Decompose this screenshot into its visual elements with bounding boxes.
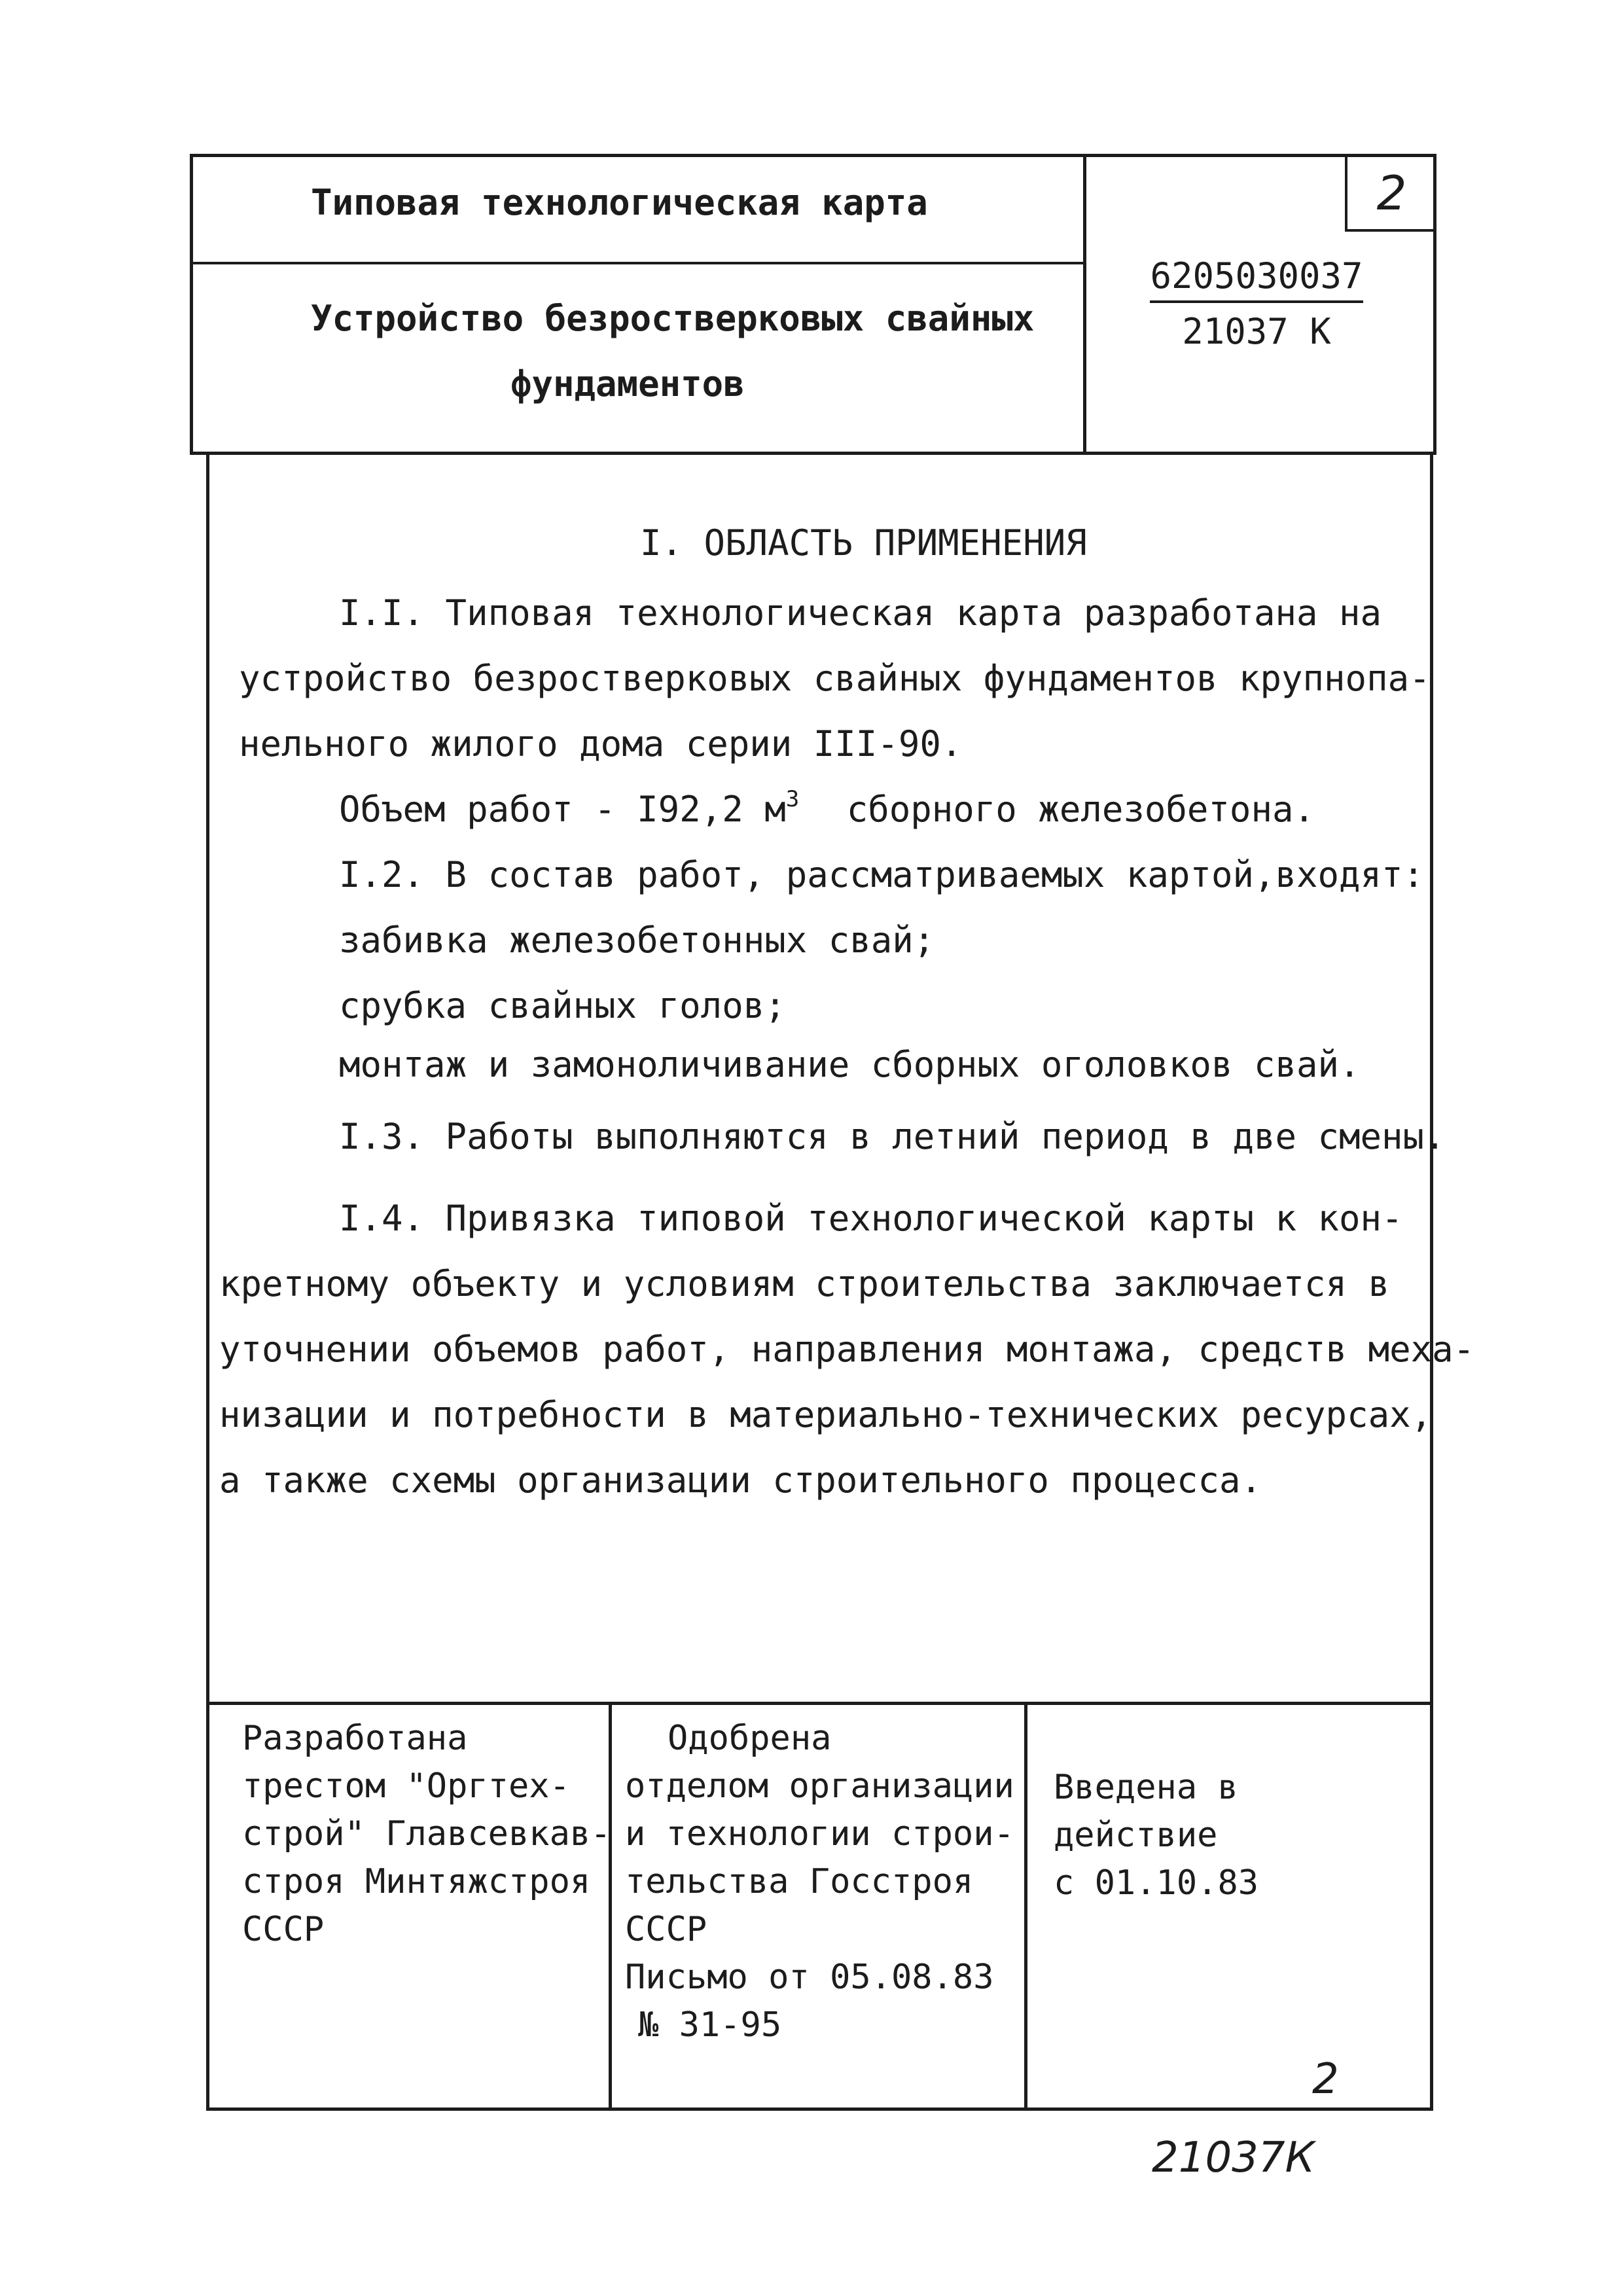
paragraph-line: I.4. Привязка типовой технологической карты к кон-: [339, 1198, 1403, 1239]
doc-title-line1: Устройство безростверковых свайных: [311, 298, 1035, 339]
footer-top-line: [206, 1702, 1433, 1705]
frame-top: [190, 154, 1436, 157]
footer-introduced-line: с 01.10.83: [1054, 1863, 1259, 1903]
volume-text: Объем работ - I92,2 м: [339, 789, 786, 830]
header-divider: [190, 262, 1086, 264]
footer-developed-line: СССР: [242, 1910, 325, 1949]
header-bottom-line: [190, 452, 1436, 455]
doc-code-sub: 21037 К: [1182, 311, 1331, 352]
frame-bottom: [206, 2108, 1433, 2111]
handwritten-page-number: 2: [1312, 2055, 1339, 2104]
paragraph-line: кретному объекту и условиям строительства заключается в: [219, 1263, 1390, 1304]
footer-approved-line: отделом организации: [625, 1767, 1014, 1806]
footer-divider-2: [1024, 1702, 1027, 2111]
footer-developed-line: Разработана: [242, 1719, 468, 1758]
body-right-border: [1430, 452, 1433, 2111]
page-number: 2: [1376, 166, 1407, 221]
list-item: срубка свайных голов;: [339, 985, 786, 1026]
paragraph-line: I.3. Работы выполняются в летний период в две смены.: [339, 1116, 1446, 1157]
volume-material: сборного железобетона.: [846, 789, 1315, 830]
volume-line: [339, 786, 1315, 830]
volume-unit-superscript: 3: [785, 786, 800, 812]
footer-approved-line: тельства Госстроя: [625, 1862, 974, 1901]
doc-type-title: Типовая технологическая карта: [311, 182, 928, 223]
paragraph-line: I.I. Типовая технологическая карта разработана на: [339, 592, 1382, 634]
list-item: монтаж и замоноличивание сборных оголовков свай.: [339, 1044, 1361, 1085]
list-item: забивка железобетонных свай;: [339, 920, 935, 961]
page-number-box: [1345, 157, 1436, 232]
footer-approved-line: и технологии строи-: [625, 1814, 1014, 1854]
paragraph-line: нельного жилого дома серии III-90.: [239, 723, 963, 764]
header-vertical-divider: [1083, 154, 1086, 455]
paragraph-line: низации и потребности в материально-технических ресурсах,: [219, 1394, 1433, 1435]
paragraph-line: а также схемы организации строительного процесса.: [219, 1460, 1262, 1501]
handwritten-code: 21037К: [1152, 2134, 1315, 2182]
footer-introduced-line: действие: [1054, 1816, 1218, 1855]
doc-code-main: 6205030037: [1150, 255, 1363, 303]
footer-developed-line: строй" Главсевкав-: [242, 1814, 611, 1854]
doc-code-block: [1093, 255, 1420, 352]
frame-left: [190, 154, 193, 455]
paragraph-line: устройство безростверковых свайных фундаментов крупнопа-: [239, 658, 1431, 699]
footer-developed-line: трестом "Оргтех-: [242, 1767, 570, 1806]
footer-approved-line: Письмо от 05.08.83: [625, 1958, 994, 1997]
footer-developed-line: строя Минтяжстроя: [242, 1862, 591, 1901]
footer-approved-line: № 31-95: [638, 2005, 782, 2045]
footer-approved-line: СССР: [625, 1910, 707, 1949]
footer-divider-1: [609, 1702, 612, 2111]
paragraph-line: I.2. В состав работ, рассматриваемых картой,входят:: [339, 854, 1425, 895]
doc-title-line2: фундаментов: [510, 363, 745, 404]
footer-approved-line: Одобрена: [668, 1719, 832, 1758]
body-left-border: [206, 452, 209, 2111]
footer-introduced-line: Введена в: [1054, 1768, 1238, 1807]
section-heading: I. ОБЛАСТЬ ПРИМЕНЕНИЯ: [640, 522, 1087, 564]
paragraph-line: уточнении объемов работ, направления монтажа, средств меха-: [219, 1329, 1475, 1370]
